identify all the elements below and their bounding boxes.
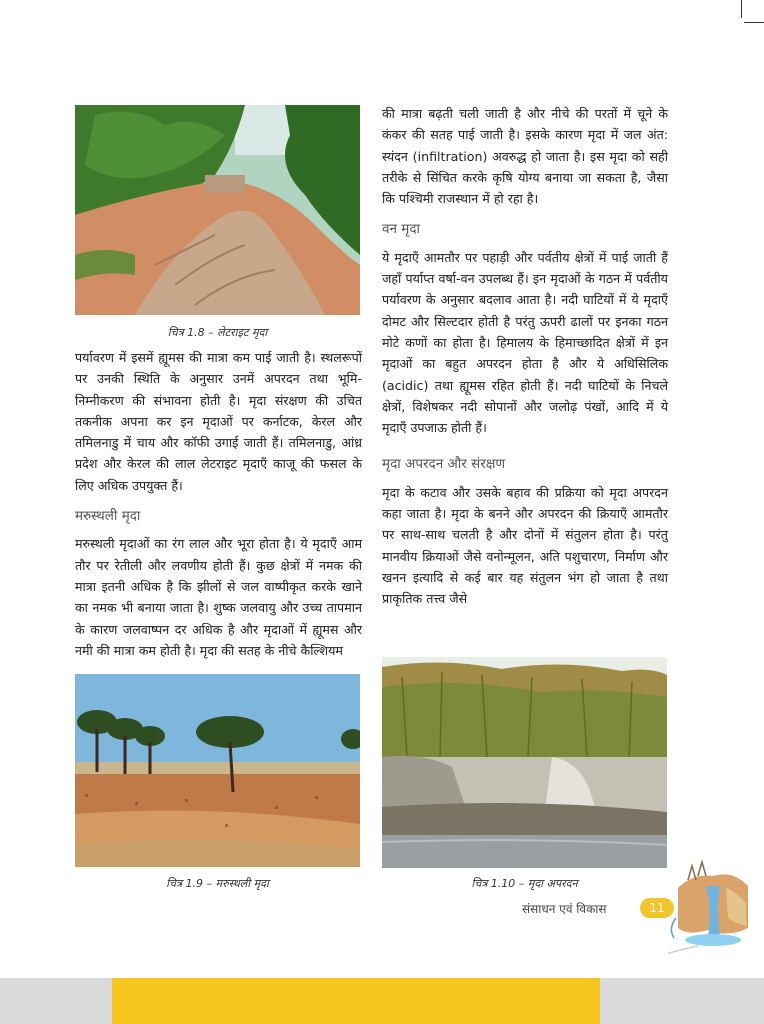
footer-book-title: संसाधन एवं विकास: [522, 902, 607, 916]
waterfall-illustration-icon: [668, 858, 758, 978]
paragraph: मरुस्थली मृदाओं का रंग लाल और भूरा होता है। ये मृदाएँ आम तौर पर रेतीली और लवणीय होती हैं। कुछ क्षेत्रों में नमक की मात्रा इतनी अधिक है कि झीलों से जल वाष्पीकृत करके खाने का नमक भी बनाया जाता है। शुष्क जलवायु और उच्च तापमान के कारण जलवाष्पन दर अधिक है और मृदाओं में ह्यूमस और नमी की मात्रा कम होती है। मृदा की सतह के नीचे कैल्शियम: [75, 536, 362, 658]
section-heading-desert-soil: मरुस्थली मृदा: [75, 508, 141, 525]
paragraph: पर्यावरण में इसमें ह्यूमस की मात्रा कम पाई जाती है। स्थलरूपों पर उनकी स्थिति के अनुसार उनमें अपरदन तथा भूमि-निम्नीकरण की संभावना होती है। मृदा संरक्षण की उचित तकनीक अपना कर इन मृदाओं पर कर्नाटक, केरल और तमिलनाडु में चाय और कॉफी उगाई जाती हैं। तमिलनाडु, आंध्र प्रदेश और केरल की लाल लेटराइट मृदाएँ काजू की फसल के लिए अधिक उपयुक्त हैं।: [75, 350, 362, 493]
paragraph: मृदा के कटाव और उसके बहाव की प्रक्रिया को मृदा अपरदन कहा जाता है। मृदा के बनने और अपरदन की क्रियाएँ आमतौर पर साथ-साथ चलती है और दोनों में संतुलन होता है। परंतु मानवीय क्रियाओं जैसे वनोन्मूलन, अति पशुचारण, निर्माण और खनन इत्यादि से कई बार यह संतुलन भंग हो जाता है तथा प्राकृतिक तत्त्व जैसे: [382, 484, 668, 607]
section-heading-soil-erosion: मृदा अपरदन और संरक्षण: [382, 456, 506, 473]
right-column-text: [382, 103, 668, 610]
crop-mark-top-h: [744, 22, 764, 23]
figure-caption-1-8: चित्र 1.8 – लेटराइट मृदा: [167, 326, 268, 339]
crop-mark-top: [741, 0, 742, 18]
bottom-yellow-band: [112, 978, 600, 1024]
left-column-text: [75, 347, 362, 661]
paragraph: की मात्रा बढ़ती चली जाती है और नीचे की परतों में चूने के कंकर की सतह पाई जाती है। इसके कारण मृदा में जल अंत: स्यंदन (infiltration) अवरुद्ध हो जाता है। इस मृदा को सही तरीके से सिंचित करके कृषि योग्य बनाया जा सकता है, जैसा कि पश्चिमी राजस्थान में हो रहा है।: [382, 106, 668, 207]
page-number-badge: 11: [640, 898, 674, 918]
laterite-soil-photo: [75, 105, 360, 315]
figure-caption-1-9: चित्र 1.9 – मरुस्थली मृदा: [166, 877, 269, 890]
paragraph: ये मृदाएँ आमतौर पर पहाड़ी और पर्वतीय क्षेत्रों में पाई जाती हैं जहाँ पर्याप्त वर्षा-वन उपलब्ध हैं। इन मृदाओं के गठन में पर्वतीय पर्यावरण के अनुसार बदलाव आता है। नदी घाटियों में ये मृदाएँ दोमट और सिल्टदार होती है परंतु ऊपरी ढालों पर इनका गठन मोटे कणों का होता है। हिमालय के हिमाच्छादित क्षेत्रों में इन मृदाओं का बहुत अपरदन होता है और ये अधिसिलिक (acidic) तथा ह्यूमस रहित होती हैं। नदी घाटियों के निचले क्षेत्रों, विशेषकर नदी सोपानों और जलोढ़ पंखों, आदि में ये मृदाएँ उपजाऊ होती हैं।: [382, 249, 668, 436]
figure-caption-1-10: चित्र 1.10 – मृदा अपरदन: [471, 877, 578, 890]
desert-soil-photo: [75, 674, 360, 867]
soil-erosion-photo: [382, 657, 667, 868]
section-heading-forest-soil: वन मृदा: [382, 221, 421, 238]
